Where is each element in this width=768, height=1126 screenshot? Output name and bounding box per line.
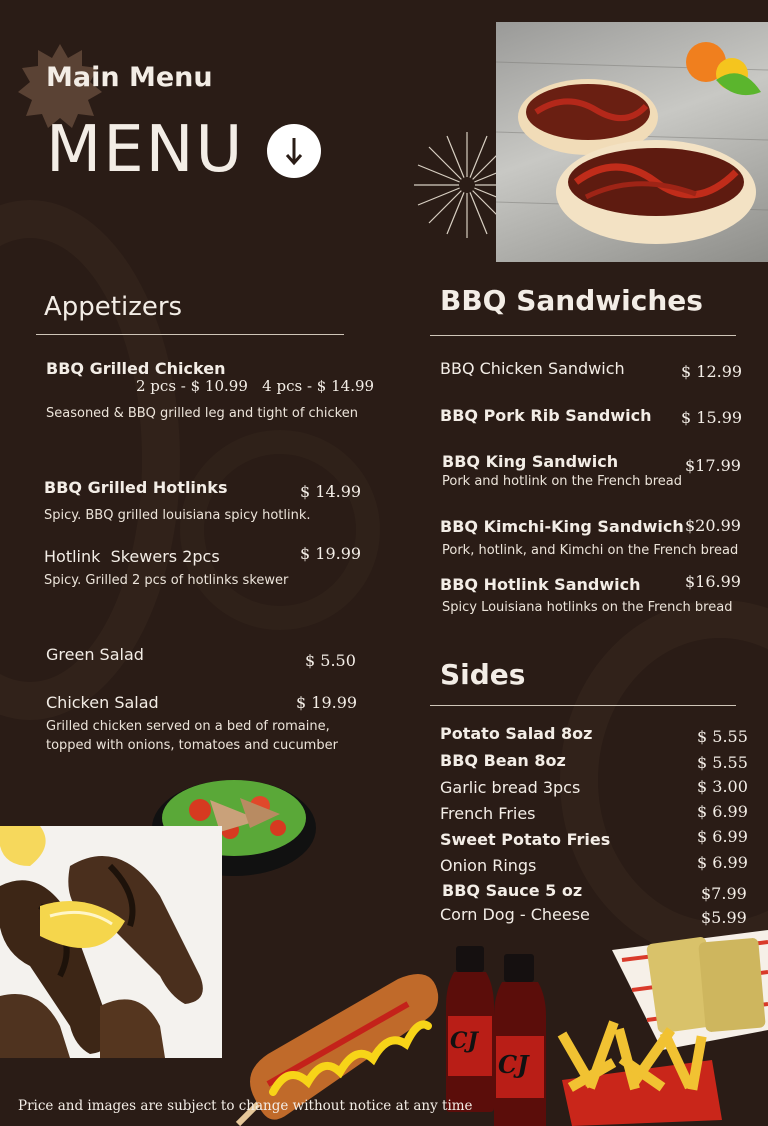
sandwich-name: BBQ Pork Rib Sandwich: [440, 406, 652, 425]
side-name: BBQ Bean 8oz: [440, 751, 566, 770]
sandwich-price: $ 12.99: [681, 362, 743, 381]
bbq-sandwich-photo: [496, 22, 768, 262]
bbq-grilled-chicken-prices: 2 pcs - $ 10.99 4 pcs - $ 14.99: [136, 377, 375, 395]
background-swirl: [180, 430, 380, 630]
sandwich-price: $17.99: [685, 456, 741, 475]
chicken-salad-desc-line2: topped with onions, tomatoes and cucumber: [46, 738, 338, 753]
side-price: $ 3.00: [697, 777, 748, 796]
side-price: $ 6.99: [697, 827, 748, 846]
side-price: $ 6.99: [697, 802, 748, 821]
bbq-grilled-chicken-name: BBQ Grilled Chicken: [46, 359, 226, 378]
sandwich-name: BBQ Chicken Sandwich: [440, 359, 625, 378]
bbq-grilled-hotlinks-desc: Spicy. BBQ grilled louisiana spicy hotlink.: [44, 508, 311, 523]
side-name: Corn Dog - Cheese: [440, 905, 590, 924]
hotlink-skewers-name: Hotlink Skewers 2pcs: [44, 547, 220, 566]
side-price: $ 5.55: [697, 727, 748, 746]
sandwich-price: $ 15.99: [681, 408, 743, 427]
grilled-chicken-photo: [0, 826, 222, 1058]
side-name: Onion Rings: [440, 856, 537, 875]
sauce-label: CJ: [498, 1050, 529, 1079]
menu-subtitle: Main Menu: [46, 62, 213, 93]
side-name: Garlic bread 3pcs: [440, 778, 581, 797]
hotlink-skewers-desc: Spicy. Grilled 2 pcs of hotlinks skewer: [44, 573, 289, 588]
appetizers-title: Appetizers: [44, 292, 183, 322]
sandwiches-title: BBQ Sandwiches: [440, 284, 703, 317]
sandwich-desc: Pork and hotlink on the French bread: [442, 474, 683, 489]
background-swirl: [0, 200, 183, 720]
fries-garlic-bread-photo: [552, 920, 768, 1126]
side-price: $7.99: [701, 884, 747, 903]
chicken-salad-price: $ 19.99: [296, 693, 358, 712]
appetizers-divider: [36, 334, 344, 335]
sandwiches-divider: [430, 335, 736, 336]
sandwich-price: $20.99: [685, 516, 741, 535]
green-salad-price: $ 5.50: [305, 651, 356, 670]
sandwich-desc: Pork, hotlink, and Kimchi on the French bread: [442, 543, 739, 558]
sandwich-name: BBQ King Sandwich: [442, 452, 619, 471]
bbq-sauce-bottle: [492, 954, 548, 1126]
sides-title: Sides: [440, 658, 526, 691]
bbq-grilled-hotlinks-price: $ 14.99: [300, 482, 362, 501]
chicken-salad-desc-line1: Grilled chicken served on a bed of romaine,: [46, 719, 330, 734]
side-name: BBQ Sauce 5 oz: [442, 881, 583, 900]
sandwich-name: BBQ Hotlink Sandwich: [440, 575, 641, 594]
sauce-label: CJ: [450, 1028, 478, 1054]
bbq-grilled-hotlinks-name: BBQ Grilled Hotlinks: [44, 478, 228, 497]
side-price: $5.99: [701, 908, 747, 927]
footer-notice: Price and images are subject to change without notice at any time: [18, 1098, 473, 1114]
sandwich-price: $16.99: [685, 572, 741, 591]
sandwich-name: BBQ Kimchi-King Sandwich: [440, 517, 684, 536]
chicken-salad-name: Chicken Salad: [46, 693, 159, 712]
side-price: $ 5.55: [697, 753, 748, 772]
green-salad-name: Green Salad: [46, 645, 144, 664]
sides-divider: [430, 705, 736, 706]
side-name: Sweet Potato Fries: [440, 830, 611, 849]
side-name: Potato Salad 8oz: [440, 724, 593, 743]
hotlink-skewers-price: $ 19.99: [300, 544, 362, 563]
side-name: French Fries: [440, 804, 536, 823]
sandwich-desc: Spicy Louisiana hotlinks on the French bread: [442, 600, 733, 615]
bbq-grilled-chicken-desc: Seasoned & BBQ grilled leg and tight of chicken: [46, 406, 358, 421]
side-price: $ 6.99: [697, 853, 748, 872]
arrow-down-icon: [267, 124, 321, 178]
menu-title: MENU: [46, 113, 245, 187]
